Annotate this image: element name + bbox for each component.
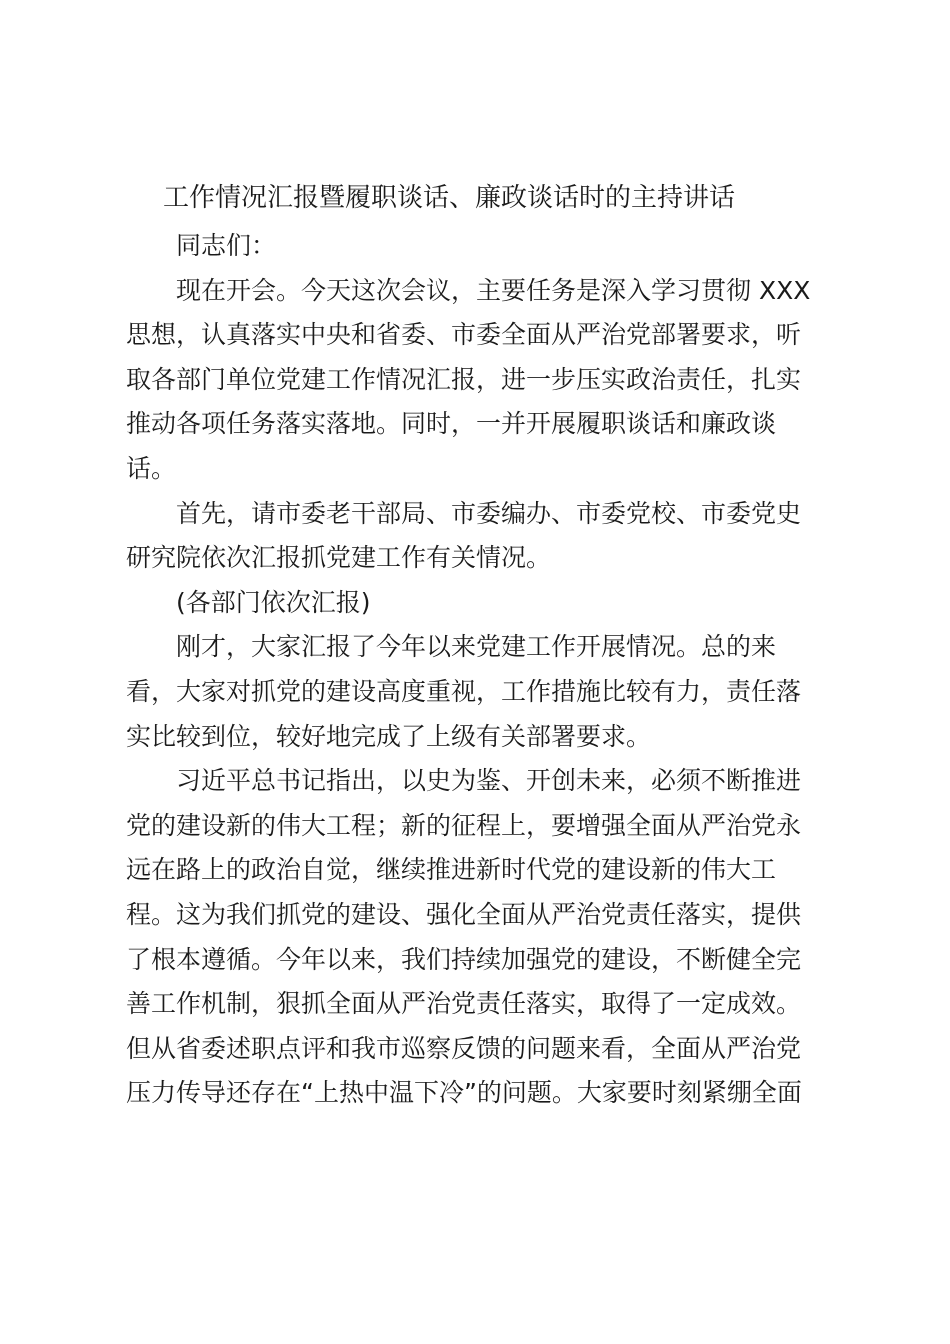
document-title: 工作情况汇报暨履职谈话、廉政谈话时的主持讲话 <box>163 183 736 213</box>
text-line: 压力传导还存在“上热中温下冷”的问题。大家要时刻紧绷全面 <box>126 1078 802 1108</box>
text-line: 党的建设新的伟大工程；新的征程上，要增强全面从严治党永 <box>126 810 802 840</box>
document-body <box>126 224 828 1116</box>
text-line: 推动各项任务落实落地。同时，一并开展履职谈话和廉政谈 <box>126 409 777 439</box>
text-line: 取各部门单位党建工作情况汇报，进一步压实政治责任，扎实 <box>126 364 802 394</box>
text-line: 看，大家对抓党的建设高度重视，工作措施比较有力，责任落 <box>126 676 802 706</box>
text-line: 了根本遵循。今年以来，我们持续加强党的建设，不断健全完 <box>126 944 802 974</box>
paragraph-report-note <box>126 581 828 626</box>
greeting-paragraph <box>126 224 828 269</box>
paragraph-first-report <box>126 492 828 581</box>
text-line: 程。这为我们抓党的建设、强化全面从严治党责任落实，提供 <box>126 899 802 929</box>
text-line: 现在开会。今天这次会议，主要任务是深入学习贯彻 XXX <box>176 275 811 305</box>
text-line: 习近平总书记指出，以史为鉴、开创未来，必须不断推进 <box>176 766 802 796</box>
text-line: (各部门依次汇报) <box>176 587 371 617</box>
paragraph-summary <box>126 625 828 759</box>
text-line: 善工作机制，狠抓全面从严治党责任落实，取得了一定成效。 <box>126 989 802 1019</box>
text-line: 研究院依次汇报抓党建工作有关情况。 <box>126 543 552 573</box>
text-line: 首先，请市委老干部局、市委编办、市委党校、市委党史 <box>176 498 802 528</box>
paragraph-opening <box>126 269 828 492</box>
text-line: 实比较到位，较好地完成了上级有关部署要求。 <box>126 721 652 751</box>
greeting-line: 同志们： <box>176 231 277 260</box>
text-line: 远在路上的政治自觉，继续推进新时代党的建设新的伟大工 <box>126 855 777 885</box>
paragraph-instruction <box>126 759 828 1116</box>
text-line: 但从省委述职点评和我市巡察反馈的问题来看，全面从严治党 <box>126 1033 802 1063</box>
text-line: 思想，认真落实中央和省委、市委全面从严治党部署要求，听 <box>126 320 802 350</box>
text-line: 话。 <box>126 453 177 483</box>
text-line: 刚才，大家汇报了今年以来党建工作开展情况。总的来 <box>176 632 777 662</box>
